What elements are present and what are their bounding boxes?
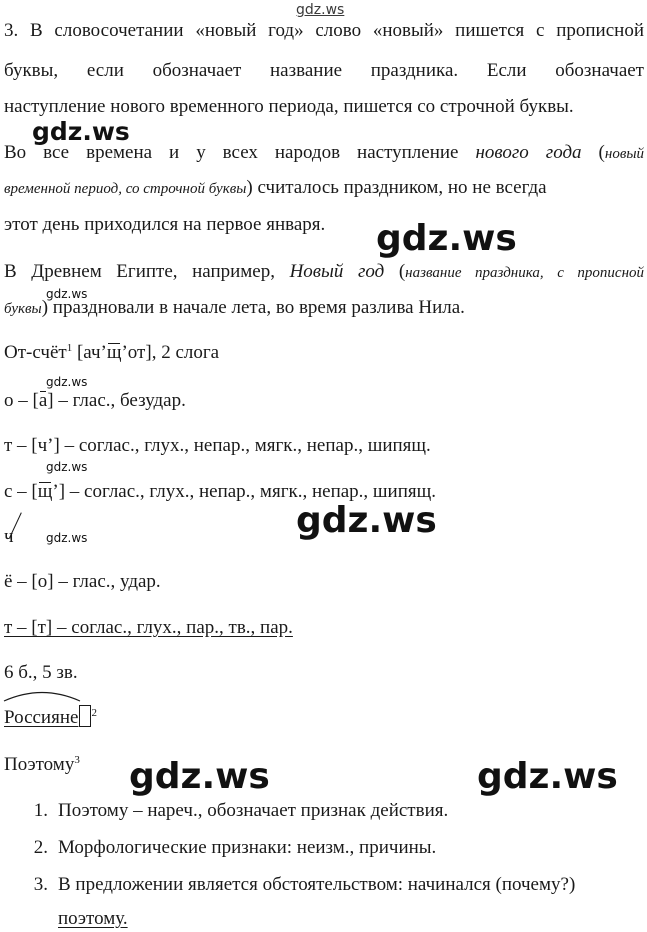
watermark-2: gdz.ws: [376, 218, 517, 259]
morph-title: Поэтому$^3$: [4, 754, 80, 775]
para3-note: название праздника, с прописной: [405, 265, 645, 281]
para2-text: Во все времена и у всех народов наступление: [4, 142, 459, 163]
para2-line1: [4, 140, 644, 167]
watermark-8: gdz.ws: [129, 756, 270, 797]
para2-note: временной период, со строчной буквы: [4, 181, 247, 197]
phonetic-row-t2: т – [т] – соглас., глух., пар., тв., пар.: [4, 617, 293, 638]
para2-paren: (новый: [598, 142, 644, 163]
para2-line2: [4, 175, 644, 202]
watermark-7: gdz.ws: [46, 531, 88, 545]
phonetic-summary: 6 б., 5 зв.: [4, 662, 78, 683]
para3-italic-phrase: Новый год: [289, 261, 385, 282]
morphemic-word: Россияне $^2$: [4, 707, 97, 728]
para3-line2: буквы) праздновали в начале лета, во время разлива Нила.: [4, 297, 465, 318]
root-arc-mark: [2, 688, 90, 702]
watermark-4: gdz.ws: [46, 375, 88, 389]
para1-line3: наступление нового временного периода, пишется со строчной буквы.: [4, 96, 574, 117]
para2-text-cont: ) считалось праздником, но не всегда: [246, 177, 547, 198]
morph-item-1: 1. Поэтому – нареч., обозначает признак действия.: [33, 800, 449, 821]
morph-item-3: 3. В предложении является обстоятельством: начинался (почему?): [33, 874, 576, 895]
watermark-3: gdz.ws: [46, 287, 88, 301]
phonetic-row-s: с – [щ’] – соглас., глух., непар., мягк., непар., шипящ.: [4, 479, 644, 505]
para3-line1: В Древнем Египте, например, Новый год (название праздника, с прописной: [4, 261, 645, 282]
phonetic-row-ch: ч: [4, 526, 14, 547]
watermark-6: gdz.ws: [296, 500, 437, 541]
phonetic-title: От-счёт$^1$ [ач’щ’от], 2 слога: [4, 340, 644, 366]
para1-line2: буквы, если обозначает название праздника. Если обозначает: [4, 60, 644, 81]
site-watermark-top[interactable]: gdz.ws: [296, 2, 345, 18]
phonetic-row-o: о – [а] – глас., безудар.: [4, 388, 644, 414]
watermark-9: gdz.ws: [477, 756, 618, 797]
morph-item-2: 2. Морфологические признаки: неизм., причины.: [33, 837, 437, 858]
phonetic-row-t1: т – [ч’] – соглас., глух., непар., мягк., непар., шипящ.: [4, 435, 431, 456]
watermark-5: gdz.ws: [46, 460, 88, 474]
phonetic-row-yo: ё – [о] – глас., удар.: [4, 571, 161, 592]
ending-box: [79, 705, 91, 727]
morph-item-3-cont: поэтому.: [58, 908, 128, 929]
watermark-1: gdz.ws: [32, 117, 130, 146]
para2-italic-phrase: нового года: [475, 142, 582, 163]
para2-line3: этот день приходился на первое января.: [4, 214, 326, 235]
para1-line1: 3. В словосочетании «новый год» слово «новый» пишется с прописной: [4, 20, 644, 41]
